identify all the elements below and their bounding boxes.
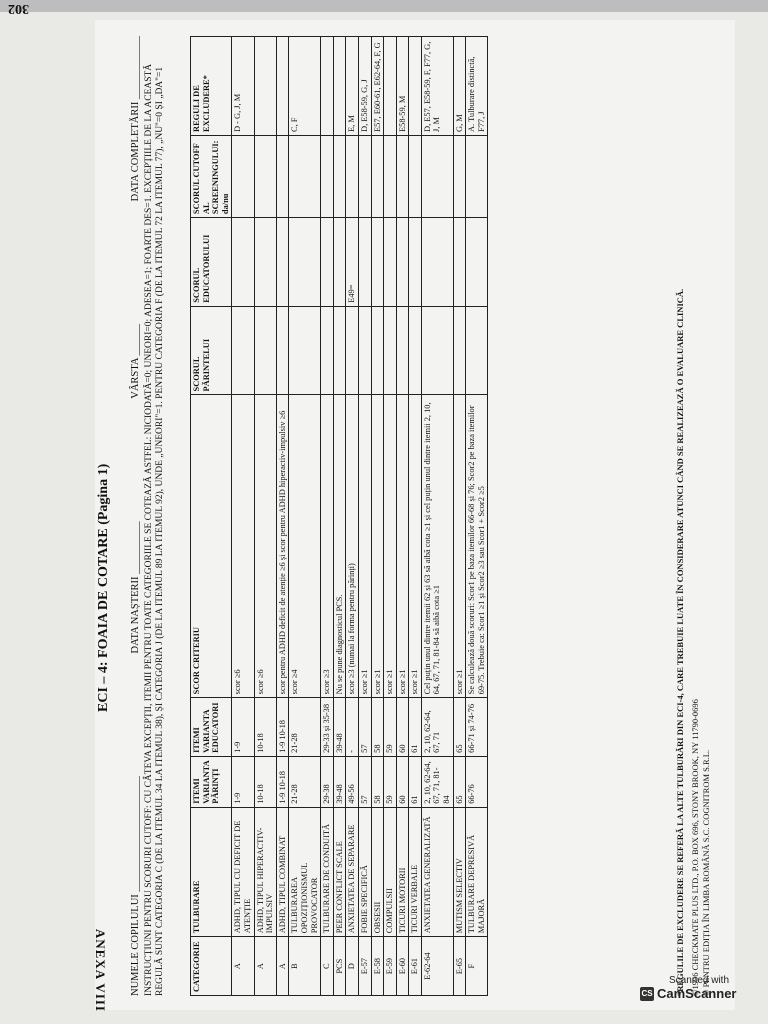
table-cell: [384, 306, 397, 395]
table-row: [409, 37, 422, 996]
table-cell: D, E57, E58-59, F, F77, G, J, M: [421, 37, 453, 136]
table-cell: scor ≥1: [358, 395, 371, 698]
table-cell: scor ≥3 (numai la forma pentru părinți): [346, 395, 359, 698]
table-cell: A. Tulburare distinctă, F77, J: [466, 37, 488, 136]
table-row: [254, 37, 276, 996]
table-cell: [409, 135, 422, 217]
table-cell: TULBURARE DE CONDUITĂ: [321, 807, 334, 937]
table-cell: [346, 135, 359, 217]
table-header-row: [191, 37, 232, 996]
table-row: [453, 37, 466, 996]
table-cell: scor ≥1: [371, 395, 384, 698]
table-cell: [333, 218, 346, 307]
table-cell: E-61: [409, 937, 422, 996]
table-row: [333, 37, 346, 996]
table-cell: [289, 306, 321, 395]
table-cell: TULBURAREA OPOZIȚIONISMUL PROVOCATOR: [289, 807, 321, 937]
table-cell: [254, 306, 276, 395]
table-row: [371, 37, 384, 996]
watermark-brand: [640, 986, 758, 1001]
table-cell: [276, 218, 289, 307]
table-cell: 66-76: [466, 756, 488, 807]
table-cell: ANXIETATEA GENERALIZATĂ: [421, 807, 453, 937]
table-cell: ADHD, TIPUL COMBINAT: [276, 807, 289, 937]
table-cell: scor ≥1: [453, 395, 466, 698]
table-cell: [254, 218, 276, 307]
table-cell: D: [346, 937, 359, 996]
table-cell: 1-9 10-18: [276, 756, 289, 807]
table-cell: scor ≥1: [396, 395, 409, 698]
table-cell: [466, 218, 488, 307]
table-cell: C, F: [289, 37, 321, 136]
table-cell: 2, 10, 62-64, 67, 71, 81-84: [421, 756, 453, 807]
table-cell: 58: [371, 698, 384, 757]
table-body: [232, 37, 488, 996]
table-cell: [276, 135, 289, 217]
table-cell: 60: [396, 756, 409, 807]
table-cell: [371, 218, 384, 307]
table-cell: [384, 135, 397, 217]
birth-date-field: DATA NAȘTERII __________: [130, 521, 141, 654]
table-cell: 61: [409, 698, 422, 757]
table-cell: scor ≥1: [409, 395, 422, 698]
camscanner-logo-icon: CS: [640, 987, 654, 1001]
column-header: SCORUL CUTOFF AL SCREENINGULUI: da/nu: [191, 135, 232, 217]
column-header: REGULI DE EXCLUDERE*: [191, 37, 232, 136]
table-cell: 1-9: [232, 756, 254, 807]
table-cell: MUTISM SELECTIV: [453, 807, 466, 937]
table-cell: TULBURARE DEPRESIVĂ MAJORĂ: [466, 807, 488, 937]
table-cell: [358, 306, 371, 395]
table-cell: scor ≥3: [321, 395, 334, 698]
exclusion-footnote: *REGULILE DE EXCLUDERE SE REFERĂ LA ALTE TULBURĂRI DIN ECI-4, CARE TREBUIE LUATE ÎN CONSIDERARE ATUNCI CÂND SE REALIZEAZĂ O EVALUARE CLINICĂ.: [675, 288, 685, 996]
table-cell: E-58: [371, 937, 384, 996]
table-cell: 1-9 10-18: [276, 698, 289, 757]
table-cell: A: [232, 937, 254, 996]
table-cell: [453, 135, 466, 217]
copyright-line: ©1996 CHECKMATE PLUS LTD., P.O. BOX 696, STONY BROOK, NY 11790-0696: [690, 699, 700, 996]
page-edge-strip: [0, 0, 768, 12]
table-cell: 1-9: [232, 698, 254, 757]
table-cell: FOBIE SPECIFICĂ: [358, 807, 371, 937]
table-cell: [333, 306, 346, 395]
table-cell: E-65: [453, 937, 466, 996]
table-cell: 57: [358, 756, 371, 807]
table-cell: D - G, J, M: [232, 37, 254, 136]
table-cell: E-59: [384, 937, 397, 996]
table-cell: [321, 135, 334, 217]
table-cell: 65: [453, 756, 466, 807]
table-cell: scor pentru ADHD deficit de atenție ≥6 și scor pentru ADHD hiperactiv-impulsiv ≥6: [276, 395, 289, 698]
table-cell: [421, 218, 453, 307]
table-row: [232, 37, 254, 996]
table-cell: 29-33 și 35-38: [321, 698, 334, 757]
table-cell: [409, 218, 422, 307]
table-cell: E-60: [396, 937, 409, 996]
table-cell: [333, 135, 346, 217]
table-cell: -: [346, 698, 359, 757]
annex-label: ANEXA VIII: [93, 928, 108, 1012]
table-cell: [421, 306, 453, 395]
table-cell: Nu se pune diagnosticul PCS.: [333, 395, 346, 698]
column-header: SCOR CRITERIU: [191, 395, 232, 698]
table-row: [466, 37, 488, 996]
table-cell: 29-38: [321, 756, 334, 807]
table-cell: TICURI MOTORII: [396, 807, 409, 937]
rotated-document-content: [90, 22, 730, 1012]
table-cell: ANXIETATEA DE SEPARARE: [346, 807, 359, 937]
table-cell: ADHD, TIPUL HIPERACTIV-IMPULSIV: [254, 807, 276, 937]
table-cell: [466, 306, 488, 395]
table-cell: 60: [396, 698, 409, 757]
column-header: CATEGORIE: [191, 937, 232, 996]
table-cell: scor ≥4: [289, 395, 321, 698]
table-cell: [232, 306, 254, 395]
table-cell: PCS: [333, 937, 346, 996]
table-cell: [321, 37, 334, 136]
table-row: [346, 37, 359, 996]
table-cell: 65: [453, 698, 466, 757]
table-cell: [232, 135, 254, 217]
table-row: [421, 37, 453, 996]
table-cell: [466, 135, 488, 217]
table-cell: [276, 37, 289, 136]
table-cell: 59: [384, 698, 397, 757]
scoring-table: [190, 36, 488, 996]
table-cell: [409, 37, 422, 136]
table-cell: [396, 218, 409, 307]
copyright-line-romanian: © PENTRU EDIȚIA ÎN LIMBA ROMÂNĂ S.C. COGNITROM S.R.L.: [701, 749, 711, 996]
document-title: ECI – 4: FOAIA DE COTARE (Pagina 1): [96, 463, 111, 712]
watermark-brand-name: CamScanner: [657, 986, 737, 1001]
table-cell: [384, 37, 397, 136]
table-cell: PEER CONFLICT SCALE: [333, 807, 346, 937]
table-cell: 21-28: [289, 698, 321, 757]
form-meta-fields: [130, 36, 141, 996]
table-cell: [358, 218, 371, 307]
table-cell: E58-59, M: [396, 37, 409, 136]
table-cell: 49-56: [346, 756, 359, 807]
table-row: [384, 37, 397, 996]
table-cell: [321, 306, 334, 395]
column-header: SCORUL PĂRINTELUI: [191, 306, 232, 395]
column-header: SCORUL EDUCATORULUI: [191, 218, 232, 307]
table-cell: 10-18: [254, 698, 276, 757]
table-cell: 10-18: [254, 756, 276, 807]
table-cell: scor ≥6: [254, 395, 276, 698]
table-cell: D, E58-59, G, J: [358, 37, 371, 136]
table-row: [321, 37, 334, 996]
table-cell: [254, 135, 276, 217]
table-cell: 2, 10, 62-64, 67, 71: [421, 698, 453, 757]
table-cell: A: [276, 937, 289, 996]
table-row: [289, 37, 321, 996]
table-cell: A: [254, 937, 276, 996]
table-cell: E57, E60-61, E62-64, F, G: [371, 37, 384, 136]
table-cell: [289, 135, 321, 217]
column-header: ITEMI VARIANTA PĂRINȚI: [191, 756, 232, 807]
watermark-caption: Scanned with: [668, 975, 730, 986]
table-cell: [371, 306, 384, 395]
table-cell: Cel puțin unul dintre itemii 62 și 63 să aibă cota ≥1 și cel puțin unul dintre itemii 2, 10, 64, 67, 71, 81-84 să aibă cota ≥1: [421, 395, 453, 698]
table-cell: scor ≥6: [232, 395, 254, 698]
table-cell: E-57: [358, 937, 371, 996]
table-cell: E49=: [346, 218, 359, 307]
table-cell: [321, 218, 334, 307]
table-cell: 61: [409, 756, 422, 807]
table-cell: [421, 135, 453, 217]
column-header: TULBURARE: [191, 807, 232, 937]
table-cell: [232, 218, 254, 307]
table-cell: [289, 218, 321, 307]
table-cell: G, M: [453, 37, 466, 136]
table-row: [358, 37, 371, 996]
child-name-field: NUMELE COPILULUI ______________________: [130, 776, 141, 996]
table-cell: F: [466, 937, 488, 996]
table-cell: [453, 218, 466, 307]
table-cell: E, M: [346, 37, 359, 136]
table-cell: [384, 218, 397, 307]
table-cell: 21-28: [289, 756, 321, 807]
table-cell: Se calculează două scoruri: Scor1 pe baza itemilor 66-68 și 76; Scor2 pe baza itemilor 69-75. Trebuie ca: Scor1 ≥1 și Scor2 ≥3 sau Scor1 + Scor2 ≥5: [466, 395, 488, 698]
table-row: [396, 37, 409, 996]
table-row: [276, 37, 289, 996]
column-header: ITEMI VARIANTA EDUCATORI: [191, 698, 232, 757]
table-cell: B: [289, 937, 321, 996]
table-cell: C: [321, 937, 334, 996]
age-field: VÂRSTA ______: [130, 324, 141, 399]
completion-date-field: DATA COMPLETĂRII ____________: [130, 36, 141, 202]
instructions-text: INSTRUCȚIUNI PENTRU SCORURI CUTOFF: CU CÂTEVA EXCEPȚII, ITEMII PENTRU TOATE CATEGORIILE SE COTEAZĂ ASTFEL: NICIODATĂ=0; UNEORI=0; ADESEA=1; FOARTE DES=1. EXCEPȚIILE DE LA ACEASTĂ REGULĂ SUNT CATEGORIA C (DE LA ITEMUL 34 LA ITEMUL 38), ȘI CATEGORIA J (DE LA ITEMUL 89 LA ITEMUL 92), UNDE „UNEORI"=1. PENTRU CATEGORIA F (DE LA ITEMUL 72 LA ITEMUL 77), „NU"=0 ȘI „DA"=1: [144, 63, 165, 996]
table-cell: [358, 135, 371, 217]
table-cell: 58: [371, 756, 384, 807]
page-number: 302: [8, 1, 29, 16]
table-cell: 57: [358, 698, 371, 757]
table-cell: [276, 306, 289, 395]
table-cell: COMPULSII: [384, 807, 397, 937]
table-cell: [396, 306, 409, 395]
table-cell: [396, 135, 409, 217]
table-cell: [346, 306, 359, 395]
camscanner-watermark: [640, 975, 758, 1013]
table-cell: [409, 306, 422, 395]
table-cell: OBSESII: [371, 807, 384, 937]
table-cell: 39-48: [333, 698, 346, 757]
table-cell: [333, 37, 346, 136]
table-cell: E-62-64: [421, 937, 453, 996]
table-cell: [254, 37, 276, 136]
table-cell: 66-71 și 74-76: [466, 698, 488, 757]
table-cell: ADHD, TIPUL CU DEFICIT DE ATENȚIE: [232, 807, 254, 937]
table-cell: [453, 306, 466, 395]
table-cell: [371, 135, 384, 217]
table-cell: 59: [384, 756, 397, 807]
table-cell: scor ≥1: [384, 395, 397, 698]
table-cell: TICURI VERBALE: [409, 807, 422, 937]
table-cell: 39-48: [333, 756, 346, 807]
